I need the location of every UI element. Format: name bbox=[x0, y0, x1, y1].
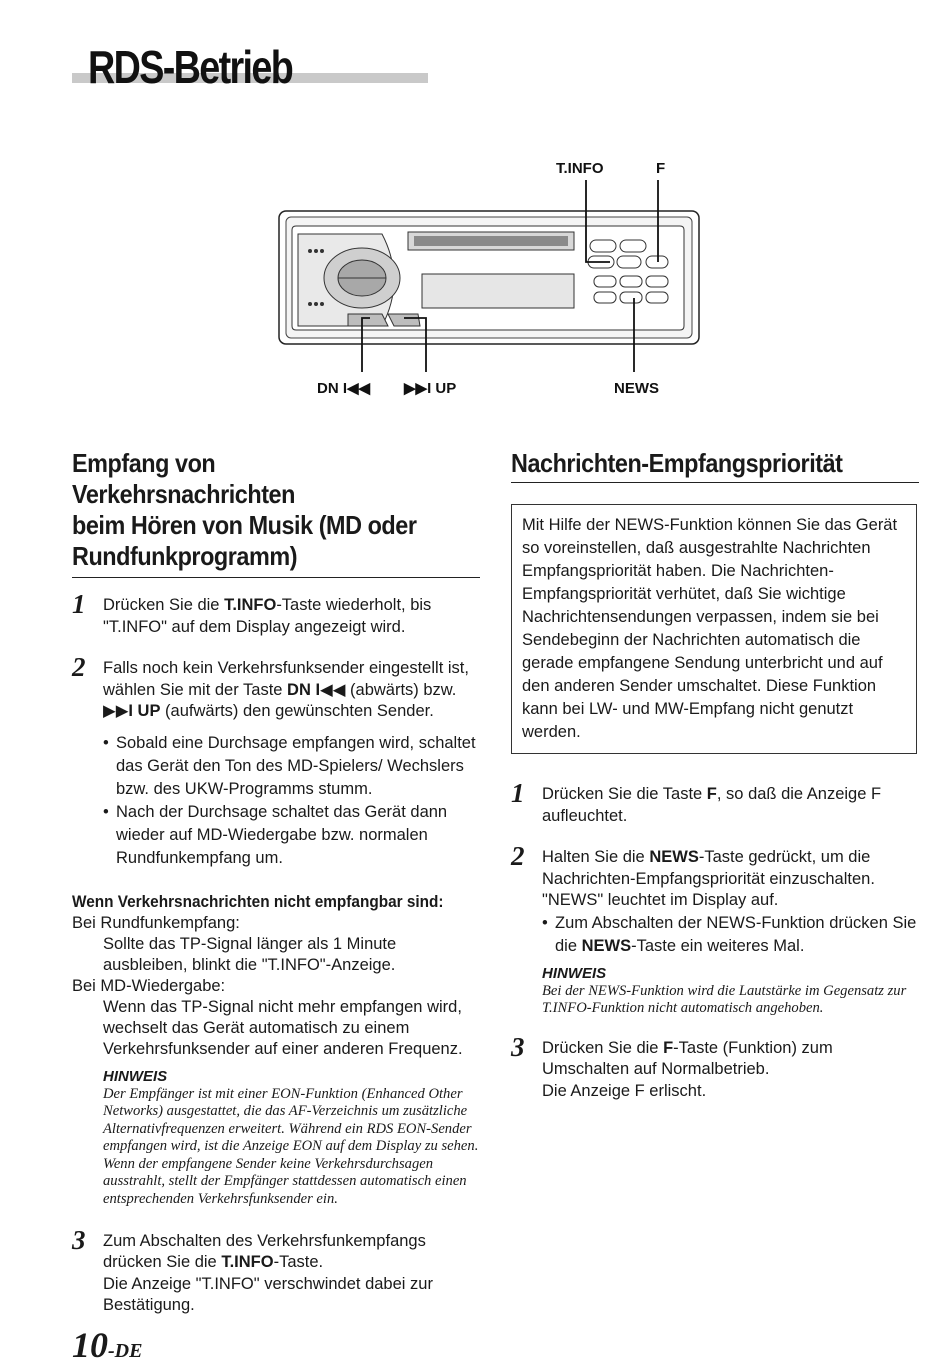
key-news: NEWS bbox=[649, 848, 699, 866]
preset-button[interactable] bbox=[620, 276, 642, 287]
heading-line: Empfang von Verkehrsnachrichten bbox=[72, 448, 295, 509]
unavailable-heading: Wenn Verkehrsnachrichten nicht empfangbar sind: bbox=[72, 892, 444, 911]
preset-button[interactable] bbox=[646, 276, 668, 287]
step-text: (aufwärts) den gewünschten Sender. bbox=[160, 702, 434, 720]
step-2 bbox=[511, 841, 919, 1018]
bullet-item: • Zum Abschalten der NEWS-Funktion drücken Sie die NEWS-Taste ein weiteres Mal. bbox=[542, 913, 917, 955]
note-title: HINWEIS bbox=[542, 964, 607, 982]
step-text: Halten Sie die bbox=[542, 848, 650, 866]
page-number bbox=[72, 1325, 142, 1371]
page-language-suffix: -DE bbox=[108, 1340, 143, 1362]
step-text: -Taste gedrückt, um die Nachrichten-Empfangspriorität einzuschalten. "NEWS" leuchtet im Display auf. bbox=[542, 848, 875, 909]
step-text: -Taste wiederholt, bis "T.INFO" auf dem Display angezeigt wird. bbox=[103, 596, 432, 636]
step-text: -Taste (Funktion) zum Umschalten auf Normalbetrieb. bbox=[542, 1038, 833, 1079]
case-label: Bei Rundfunkempfang: bbox=[72, 913, 240, 932]
step-text: Die Anzeige "T.INFO" verschwindet dabei zur Bestätigung. bbox=[103, 1274, 433, 1315]
heading-rule bbox=[72, 577, 480, 578]
step-3 bbox=[72, 1224, 480, 1317]
preset-button[interactable] bbox=[590, 240, 616, 252]
step-text: Drücken Sie die bbox=[103, 596, 225, 614]
key-up: ▶▶I UP bbox=[103, 702, 161, 720]
bullet-text: Sobald eine Durchsage empfangen wird, schaltet das Gerät den Ton des MD-Spielers/ Wechslers bzw. des UKW-Programms stumm. bbox=[116, 733, 476, 798]
step-text: Drücken Sie die Taste bbox=[542, 785, 707, 803]
step-number: 2 bbox=[511, 841, 525, 871]
step-text: drücken Sie die bbox=[103, 1253, 222, 1272]
case-text: Wenn das TP-Signal nicht mehr empfangen wird, wechselt das Gerät automatisch zu einem Verkehrsfunksender auf einer anderen Frequenz. bbox=[103, 997, 463, 1058]
step-text: (abwärts) bzw. bbox=[345, 680, 457, 699]
f-button[interactable] bbox=[646, 256, 668, 268]
bullet-text: -Taste ein weiteres Mal. bbox=[631, 936, 805, 955]
bullet-item: • Sobald eine Durchsage empfangen wird, schaltet das Gerät den Ton des MD-Spielers/ Wechslers bzw. des UKW-Programms stumm. bbox=[103, 733, 476, 798]
key-f: F bbox=[706, 785, 717, 803]
note-text: Bei der NEWS-Funktion wird die Lautstärke im Gegensatz zur T.INFO-Funktion nicht automatisch angehoben. bbox=[542, 982, 907, 1017]
unavailable-section bbox=[72, 892, 480, 1060]
page-number-value: 10 bbox=[72, 1325, 108, 1365]
step-text: Zum Abschalten des Verkehrsfunkempfangs bbox=[103, 1231, 426, 1250]
heading-line: beim Hören von Musik (MD oder bbox=[72, 510, 417, 540]
note-text: Der Empfänger ist mit einer EON-Funktion (Enhanced Other Networks) ausgestattet, die das AF-Verzeichnis um zusätzliche Alternativfrequenzen erweitert. Während ein RDS EON-Sender empfangen wird, ist die Anzeige EON auf dem Display zu sehen. Wenn der empfangene Sender keine Verkehrsdurchsagen ausstrahlt, stellt der Empfänger stattdessen automatisch einen entsprechenden Verkehrsfunksender ein. bbox=[103, 1085, 479, 1208]
bullet-text: Zum Abschalten der NEWS-Funktion drücken Sie die bbox=[555, 913, 917, 955]
step-1 bbox=[511, 778, 919, 827]
bullet-text: Nach der Durchsage schaltet das Gerät dann wieder auf MD-Wiedergabe bzw. normalen Rundfunkempfang um. bbox=[116, 802, 448, 867]
heading-rule bbox=[511, 482, 919, 483]
left-column bbox=[72, 448, 480, 1317]
label-news: NEWS bbox=[614, 380, 659, 397]
key-news: NEWS bbox=[581, 936, 632, 955]
label-f: F bbox=[656, 160, 666, 177]
mode-button[interactable] bbox=[617, 256, 641, 268]
disc-slot-opening bbox=[414, 236, 568, 246]
preset-button[interactable] bbox=[620, 240, 646, 252]
right-column bbox=[511, 448, 919, 1102]
car-stereo-drawing bbox=[270, 150, 710, 405]
label-dn: DN I◀◀ bbox=[317, 380, 371, 397]
step-2 bbox=[72, 652, 480, 870]
key-tinfo: T.INFO bbox=[224, 596, 277, 614]
news-button[interactable] bbox=[620, 292, 642, 303]
preset-button[interactable] bbox=[646, 292, 668, 303]
step-number: 2 bbox=[72, 652, 86, 682]
step-text: Falls noch kein Verkehrsfunksender eingestellt ist, wählen Sie mit der Taste bbox=[103, 659, 469, 699]
step-1 bbox=[72, 589, 480, 638]
car-stereo-illustration bbox=[270, 150, 710, 405]
key-tinfo: T.INFO bbox=[221, 1253, 274, 1272]
case-text: Sollte das TP-Signal länger als 1 Minute ausbleiben, blinkt die "T.INFO"-Anzeige. bbox=[103, 934, 397, 974]
section-heading-news: Nachrichten-Empfangspriorität bbox=[511, 448, 843, 478]
note-block bbox=[542, 965, 919, 1018]
case-label: Bei MD-Wiedergabe: bbox=[72, 976, 226, 995]
step-number: 1 bbox=[72, 589, 86, 619]
label-tinfo: T.INFO bbox=[556, 160, 604, 177]
step-text: -Taste. bbox=[273, 1253, 324, 1272]
up-button[interactable] bbox=[388, 314, 420, 326]
key-dn: DN I◀◀ bbox=[287, 680, 346, 699]
preset-button[interactable] bbox=[594, 276, 616, 287]
preset-button[interactable] bbox=[594, 292, 616, 303]
step-3 bbox=[511, 1031, 919, 1103]
section-heading-traffic bbox=[72, 448, 439, 572]
step-number: 1 bbox=[511, 778, 525, 808]
step-text: Drücken Sie die bbox=[542, 1038, 664, 1057]
label-up: ▶▶I UP bbox=[404, 380, 457, 397]
note-block bbox=[72, 1068, 480, 1209]
news-intro-box: Mit Hilfe der NEWS-Funktion können Sie das Gerät so voreinstellen, daß ausgestrahlte Nachrichten Empfangspriorität haben. Die Nachrichten-Empfangspriorität verhütet, daß Sie wichtige Nachrichtensendungen verpassen, indem sie bei Sendebeginn der Nachrichten automatisch die gerade empfangene Sendung unterbricht und auf den anderen Sender umschaltet. Diese Funktion kann bei LW- und MW-Empfang nicht genutzt werden. bbox=[511, 504, 917, 754]
key-f: F bbox=[663, 1038, 674, 1057]
step-number: 3 bbox=[72, 1224, 86, 1255]
heading-line: Rundfunkprogramm) bbox=[72, 541, 298, 571]
dn-button[interactable] bbox=[348, 314, 388, 326]
step-text: Die Anzeige F erlischt. bbox=[542, 1081, 707, 1100]
step-number: 3 bbox=[511, 1031, 525, 1062]
step-text: , so daß die Anzeige F aufleuchtet. bbox=[542, 785, 882, 825]
page-title: RDS-Betrieb bbox=[88, 41, 293, 93]
display-window bbox=[422, 274, 574, 308]
note-title: HINWEIS bbox=[103, 1067, 168, 1085]
bullet-item: • Nach der Durchsage schaltet das Gerät dann wieder auf MD-Wiedergabe bzw. normalen Rundfunkempfang um. bbox=[103, 802, 448, 867]
